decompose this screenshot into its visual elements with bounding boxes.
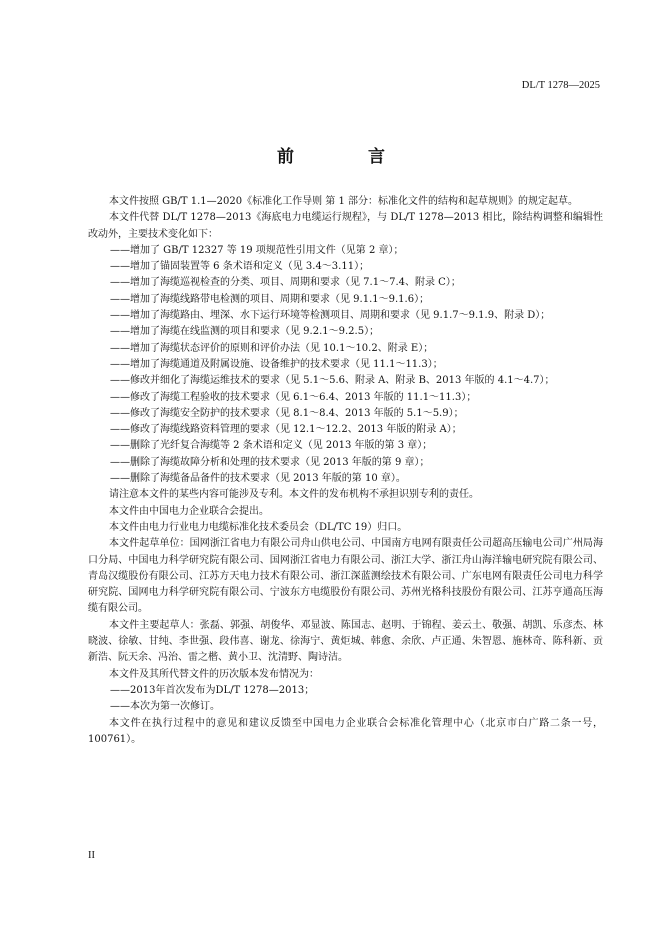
change-item: ——增加了海缆线路带电检测的项目、周期和要求（见 9.1.1～9.1.6）； <box>110 293 430 305</box>
change-item: ——增加了锚固装置等 6 条术语和定义（见 3.4～3.11）； <box>110 261 370 273</box>
document-body <box>88 194 603 748</box>
change-item: ——修改并细化了海缆运维技术的要求（见 5.1～5.6、附录 A、附录 B、2013 年版的 4.1～4.7）； <box>110 375 555 387</box>
history-item: ——本次为第一次修订。 <box>110 701 220 713</box>
history-item: ——2013年首次发布为DL/T 1278—2013； <box>110 684 315 696</box>
change-item: ——增加了海缆巡视检查的分类、项目、周期和要求（见 7.1～7.4、附录 C）； <box>110 277 461 289</box>
change-item: ——增加了海缆通道及附属设施、设备维护的技术要求（见 11.1～11.3）； <box>110 358 443 370</box>
change-item: ——删除了海缆备品备件的技术要求（见 2013 年版的第 10 章）。 <box>110 473 406 485</box>
standard-code: DL/T 1278—2025 <box>521 80 600 91</box>
paragraph-history-intro: 本文件及其所代替文件的历次版本发布情况为： <box>109 668 319 680</box>
change-item: ——增加了海缆路由、埋深、水下运行环境等检测项目、周期和要求（见 9.1.7～9.1.9、附录 D）； <box>110 310 551 322</box>
page-number: II <box>88 850 95 861</box>
paragraph-drafters: 本文件主要起草人：张磊、郭强、胡俊华、邓显波、陈国志、赵明、于锦程、姜云土、敬强、胡凯、乐彦杰、林晓波、徐敏、甘纯、李世强、段伟喜、谢龙、徐海宁、黄炬城、韩愈、余欣、卢正通、朱智恩、施林奇、陈科新、贡新浩、阮天余、冯治、雷之楷、黄小卫、沈清野、陶诗洁。 <box>88 619 603 664</box>
paragraph-drafting-rules: 本文件按照 GB/T 1.1—2020《标准化工作导则 第 1 部分：标准化文件的结构和起草规则》的规定起草。 <box>109 196 578 207</box>
paragraph-proposer: 本文件由中国电力企业联合会提出。 <box>109 505 269 517</box>
history-list <box>88 683 603 716</box>
change-item: ——增加了海缆在线监测的项目和要求（见 9.2.1～9.2.5）； <box>110 326 380 338</box>
paragraph-technical-committee: 本文件由电力行业电力电缆标准化技术委员会（DL/TC 19）归口。 <box>109 521 408 533</box>
paragraph-drafting-units: 本文件起草单位：国网浙江省电力有限公司舟山供电公司、中国南方电网有限责任公司超高压输电公司广州局海口分局、中国电力科学研究院有限公司、国网浙江省电力有限公司、浙江大学、浙江舟山海洋输电研究院有限公司、青岛汉缆股份有限公司、江苏方天电力技术有限公司、浙江深蓝测绘技术有限公司、广东电网有限责任公司电力科学研究院、国网电力科学研究院有限公司、宁波东方电缆股份有限公司、苏州光格科技股份有限公司、江苏亨通高压海缆有限公司。 <box>88 538 603 615</box>
changes-list <box>88 243 603 487</box>
paragraph-replacement: 本文件代替 DL/T 1278—2013《海底电力电缆运行规程》，与 DL/T 1278—2013 相比，除结构调整和编辑性改动外，主要技术变化如下： <box>88 212 603 240</box>
change-item: ——修改了海缆工程验收的技术要求（见 6.1～6.4、2013 年版的 11.1～11.3）； <box>110 391 477 403</box>
change-item: ——删除了海缆故障分析和处理的技术要求（见 2013 年版的第 9 章）； <box>110 456 430 468</box>
change-item: ——增加了海缆状态评价的原则和评价办法（见 10.1～10.2、附录 E）； <box>110 342 434 354</box>
page-title: 前 言 <box>277 147 419 167</box>
paragraph-patent-notice: 请注意本文件的某些内容可能涉及专利。本文件的发布机构不承担识别专利的责任。 <box>109 489 479 501</box>
change-item: ——修改了海缆安全防护的技术要求（见 8.1～8.4、2013 年版的 5.1～5.9）； <box>110 407 464 419</box>
change-item: ——删除了光纤复合海缆等 2 条术语和定义（见 2013 年版的第 3 章）； <box>110 440 433 452</box>
change-item: ——修改了海缆线路资料管理的要求（见 12.1～12.2、2013 年版的附录 A）； <box>110 424 462 436</box>
paragraph-feedback: 本文件在执行过程中的意见和建议反馈至中国电力企业联合会标准化管理中心（北京市白广路二条一号，100761）。 <box>88 717 603 745</box>
change-item: ——增加了 GB/T 12327 等 19 项规范性引用文件（见第 2 章）； <box>110 244 404 256</box>
